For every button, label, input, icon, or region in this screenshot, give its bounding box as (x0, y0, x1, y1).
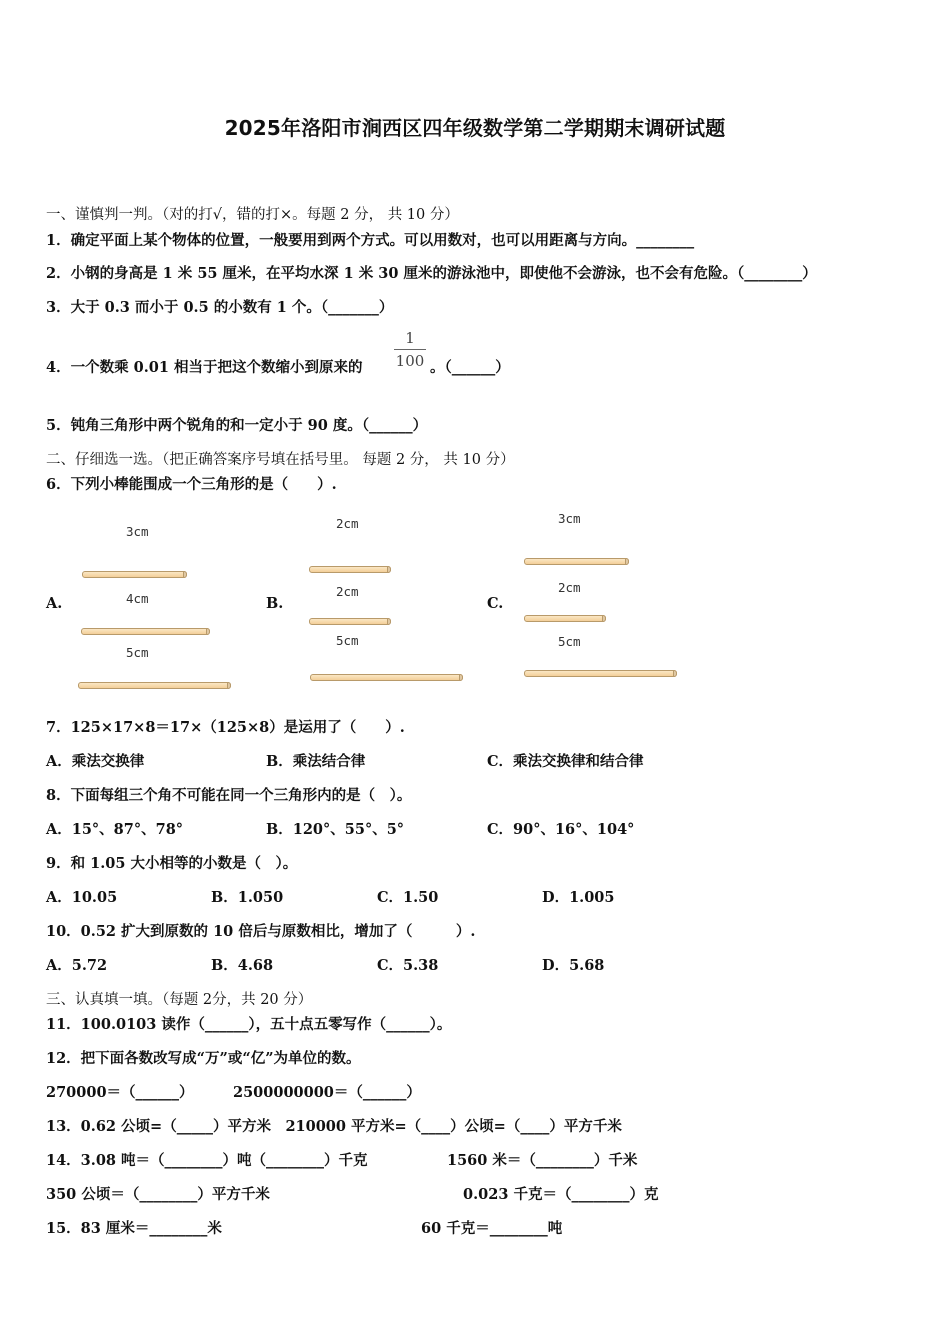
question-14b: 1560 米＝（________）千米 (447, 1152, 638, 1169)
question-10: 10．0.52 扩大到原数的 10 倍后与原数相比，增加了（ ）. (46, 923, 476, 940)
stick-3cm (524, 558, 629, 565)
option-text: A．乘法交换律 (46, 753, 145, 770)
question-8: 8．下面每组三个角不可能在同一个三角形内的是（ ）。 (46, 787, 412, 804)
stick-label: 3cm (558, 511, 581, 526)
question-15b: 60 千克＝________吨 (421, 1220, 563, 1237)
question-7: 7．125×17×8＝17×（125×8）是运用了（ ）. (46, 719, 405, 736)
option-a-label: A. (46, 595, 63, 612)
question-13: 13．0.62 公顷=（_____）平方米 210000 平方米=（____）公顷=（____）平方千米 (46, 1118, 622, 1135)
stick-2cm (309, 566, 391, 573)
option-b-label: B. (266, 595, 284, 612)
question-4-suffix: 。（______） (430, 359, 510, 376)
option-c-label: C. (487, 595, 504, 612)
question-15a: 15．83 厘米＝________米 (46, 1220, 222, 1237)
fraction-numerator: 1 (405, 329, 415, 347)
stick-3cm (82, 571, 187, 578)
option-text: B．4.68 (211, 957, 274, 974)
question-14c: 350 公顷＝（________）平方千米 (46, 1186, 270, 1203)
option-text: C．90°、16°、104° (487, 821, 635, 838)
question-12a: 270000＝（______） (46, 1084, 194, 1101)
question-11: 11．100.0103 读作（______），五十点五零写作（______）。 (46, 1016, 452, 1033)
option-text: C．5.38 (377, 957, 439, 974)
question-14d: 0.023 千克＝（________）克 (463, 1186, 659, 1203)
fraction-bar (394, 349, 426, 350)
stick-label: 2cm (558, 580, 581, 595)
stick-4cm (81, 628, 210, 635)
fraction-one-hundredth (394, 328, 426, 371)
question-9: 9．和 1.05 大小相等的小数是（ ）。 (46, 855, 298, 872)
question-14a: 14．3.08 吨＝（________）吨（________）千克 (46, 1152, 368, 1169)
stick-label: 2cm (336, 516, 359, 531)
stick-label: 5cm (336, 633, 359, 648)
stick-label: 5cm (126, 645, 149, 660)
option-text: B．乘法结合律 (266, 753, 366, 770)
question-1: 1．确定平面上某个物体的位置，一般要用到两个方式。可以用数对，也可以用距离与方向。________ (46, 232, 695, 249)
option-text: C．1.50 (377, 889, 439, 906)
option-text: A．5.72 (46, 957, 108, 974)
question-3: 3．大于 0.3 而小于 0.5 的小数有 1 个。（_______） (46, 299, 394, 316)
option-text: A．15°、87°、78° (46, 821, 184, 838)
stick-label: 3cm (126, 524, 149, 539)
stick-label: 5cm (558, 634, 581, 649)
stick-5cm (524, 670, 677, 677)
section-2-heading: 二、仔细选一选。（把正确答案序号填在括号里。 每题 2 分， 共 10 分） (46, 452, 515, 468)
fraction-denominator: 100 (395, 352, 425, 370)
option-text: B．1.050 (211, 889, 284, 906)
section-3-heading: 三、认真填一填。（每题 2分，共 20 分） (46, 992, 313, 1008)
stick-2cm (524, 615, 606, 622)
option-text: B．120°、55°、5° (266, 821, 405, 838)
section-1-heading: 一、谨慎判一判。（对的打√，错的打×。每题 2 分， 共 10 分） (46, 207, 459, 223)
stick-5cm (310, 674, 463, 681)
option-text: C．乘法交换律和结合律 (487, 753, 644, 770)
option-text: A．10.05 (46, 889, 118, 906)
question-4-prefix: 4．一个数乘 0.01 相当于把这个数缩小到原来的 (46, 359, 363, 376)
question-12b: 2500000000＝（______） (233, 1084, 421, 1101)
question-5: 5．钝角三角形中两个锐角的和一定小于 90 度。（______） (46, 417, 428, 434)
option-text: D．1.005 (542, 889, 615, 906)
option-text: D．5.68 (542, 957, 605, 974)
question-2: 2．小钢的身高是 1 米 55 厘米，在平均水深 1 米 30 厘米的游泳池中，即使他不会游泳，也不会有危险。（________） (46, 265, 817, 282)
stick-5cm (78, 682, 231, 689)
question-12: 12．把下面各数改写成“万”或“亿”为单位的数。 (46, 1050, 361, 1067)
stick-2cm (309, 618, 391, 625)
question-6: 6．下列小棒能围成一个三角形的是（ ）. (46, 476, 337, 493)
stick-label: 4cm (126, 591, 149, 606)
stick-label: 2cm (336, 584, 359, 599)
page-title: 2025年洛阳市涧西区四年级数学第二学期期末调研试题 (224, 116, 726, 140)
